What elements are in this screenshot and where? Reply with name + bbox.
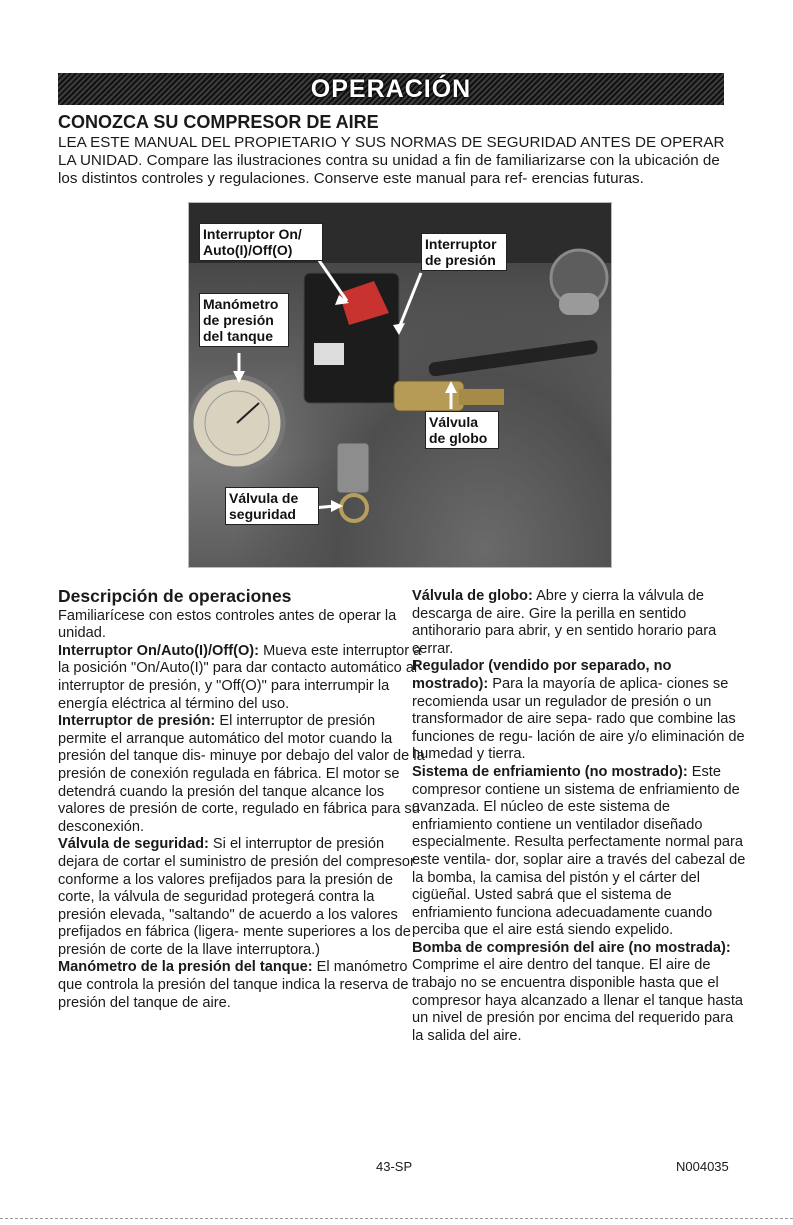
item-text: Este compresor contiene un sistema de enfriamiento de avanzada. El núcleo de este sistema de enfriamiento contiene un ventilador diseñado especialmente. Resulta perfectamente normal para este ventila- dor, soplar aire a través del cabezal de la bomba, la camisa del pistón y el cárter del cigüeñal. Usted sabrá que el sistema de enfriamiento funciona adecuadamente cuando perciba que el aire está siendo expelido.	[412, 763, 746, 939]
intro-text: LEA ESTE MANUAL DEL PROPIETARIO Y SUS NORMAS DE SEGURIDAD ANTES DE OPERAR LA UNIDAD. Compare las ilustraciones contra su unidad a fin de familiarizarse con la ubicación de los distintos controles y regulaciones. Conserve este manual para ref- erencias futuras.	[58, 134, 725, 187]
page-number: 43-SP	[376, 1159, 413, 1174]
item-term: Válvula de globo:	[412, 588, 533, 604]
valve-outlet	[459, 389, 504, 405]
item-globe-valve	[412, 588, 747, 658]
item-pressure-switch	[58, 713, 426, 836]
item-term: Válvula de seguridad:	[58, 836, 209, 853]
item-term: Regulador (vendido por separado, no mostrado):	[412, 658, 672, 692]
callout-switch: Interruptor On/ Auto(I)/Off(O)	[199, 223, 323, 261]
bottom-divider	[0, 1218, 793, 1219]
arrow-pressure-switch	[399, 273, 421, 328]
fitting-shape	[559, 293, 599, 315]
item-term: Bomba de compresión del aire (no mostrada):	[412, 939, 731, 956]
switch-label-plate	[314, 343, 344, 365]
item-term: Interruptor de presión:	[58, 713, 216, 730]
column-right	[412, 588, 747, 1045]
item-text: Mueva este interruptor a la posición "On/Auto(I)" para dar contacto automático al interruptor de presión, y "Off(O)" para interrumpir la energía eléctrica al término del uso.	[58, 642, 422, 712]
section-banner	[58, 73, 724, 105]
compressor-photo	[188, 202, 612, 568]
item-pump	[412, 940, 747, 1046]
intro-heading: CONOZCA SU COMPRESOR DE AIRE	[58, 112, 379, 132]
description-heading: Descripción de operaciones	[58, 586, 292, 606]
item-text: El manómetro que controla la presión del tanque indica la reserva de presión del tanque de aire.	[58, 959, 409, 1011]
item-safety-valve	[58, 836, 426, 959]
item-text: El interruptor de presión permite el arranque automático del motor cuando la presión del tanque dis- minuye por debajo del valor de la presión de conexión regulada en fábrica. El motor se detendrá cuando la presión del tanque alcance los valores de presión de corte, regulado en fábrica para su desconexión.	[58, 713, 425, 835]
ball-valve-body	[394, 381, 464, 411]
item-gauge	[58, 959, 426, 1012]
item-text: Abre y cierra la válvula de descarga de aire. Gire la perilla en sentido antihorario para abrir, y en sentido horario para cerrar.	[412, 588, 717, 657]
valve-handle	[428, 339, 598, 377]
item-regulator	[412, 658, 747, 764]
item-switch	[58, 643, 426, 713]
callout-pressure-switch: Interruptor de presión	[421, 233, 507, 271]
document-code: N004035	[676, 1159, 729, 1174]
description-lead: Familiarícese con estos controles antes de operar la unidad.	[58, 607, 397, 642]
item-cooling	[412, 764, 747, 940]
item-text: Comprime el aire dentro del tanque. El aire de trabajo no se encuentra disponible hasta que el compresor haya alcanzado a llenar el tanque hasta un nivel de presión por encima del requerido para la salida del aire.	[412, 957, 744, 1044]
safety-valve-body	[337, 443, 369, 493]
item-term: Manómetro de la presión del tanque:	[58, 959, 313, 976]
callout-safety-valve: Válvula de seguridad	[225, 487, 319, 525]
item-term: Interruptor On/Auto(I)/Off(O):	[58, 642, 260, 659]
safety-valve-ring	[341, 495, 367, 521]
column-left	[58, 588, 426, 1012]
item-text: Para la mayoría de aplica- ciones se recomienda usar un regulador de presión o un transformador de aire sepa- rado que combine las funciones de regu- lación de aire y/o eliminación de humedad y tierra.	[412, 675, 745, 763]
callout-gauge: Manómetro de presión del tanque	[199, 293, 289, 347]
callout-globe-valve: Válvula de globo	[425, 411, 499, 449]
page-title: OPERACIÓN	[310, 74, 472, 103]
item-term: Sistema de enfriamiento (no mostrado):	[412, 763, 688, 780]
item-text: Si el interruptor de presión dejara de cortar el suministro de presión del compresor conforme a los valores prefijados para la presión de corte, la válvula de seguridad protegerá contra la presión elevada, "saltando" de acuerdo a los valores prefijados en fábrica (ligera- mente superiores a los de presión de corte de la llave interruptora.)	[58, 836, 415, 958]
